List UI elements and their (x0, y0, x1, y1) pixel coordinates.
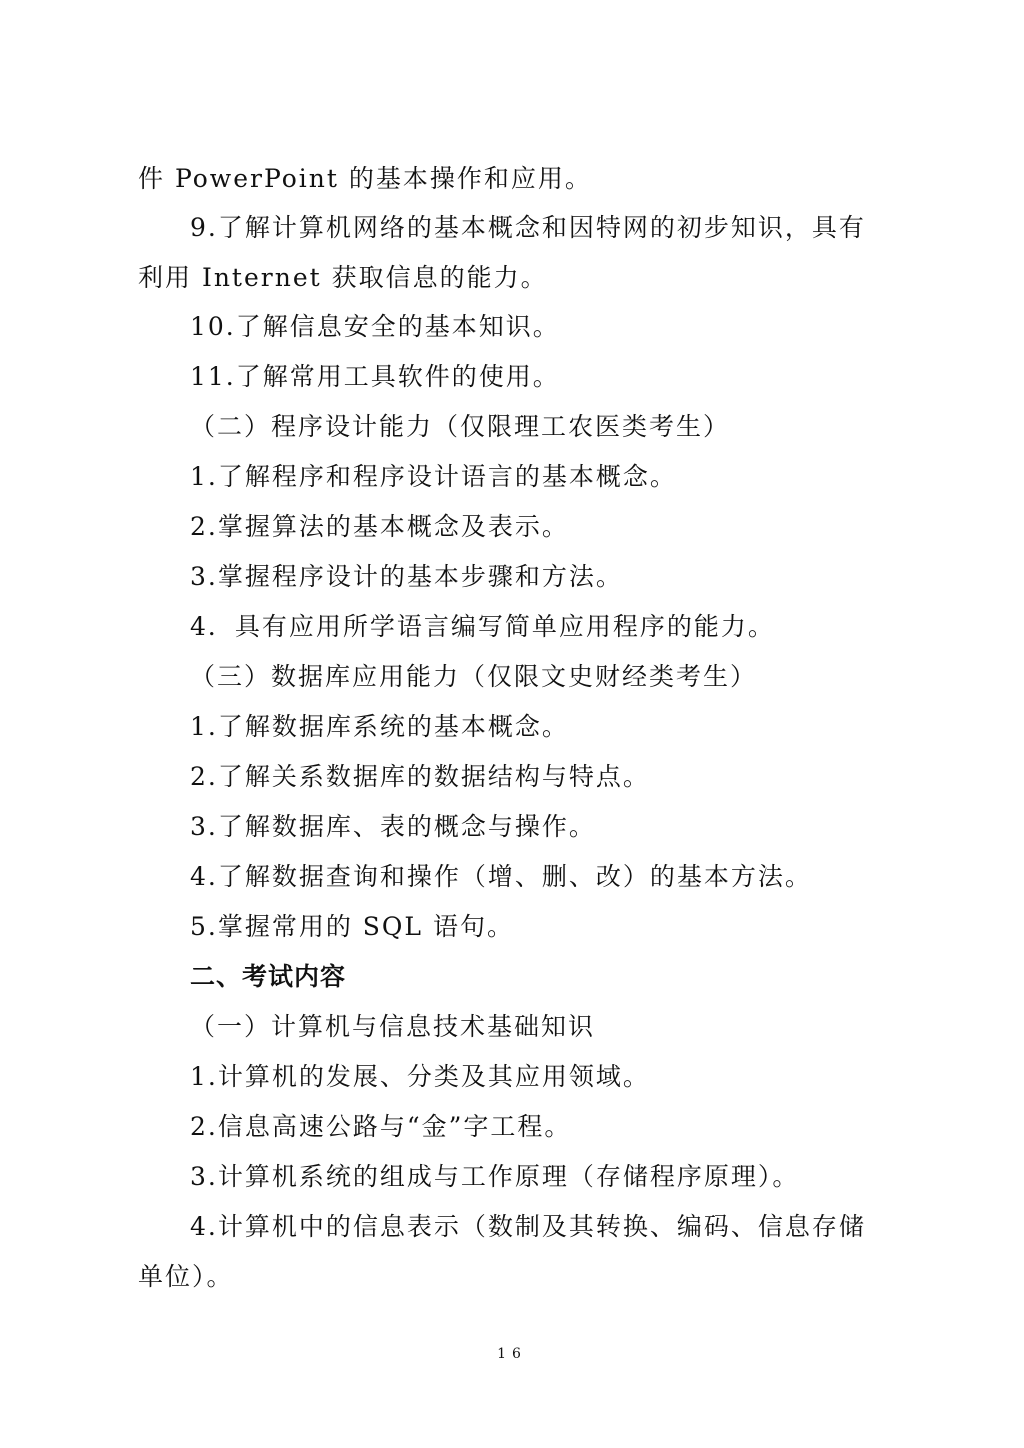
text-line-10: 4．具有应用所学语言编写简单应用程序的能力。 (190, 612, 775, 641)
text-line-23: 单位）。 (138, 1262, 234, 1291)
text-line-5: 11.了解常用工具软件的使用。 (190, 362, 560, 391)
section-heading-exam-content: 二、考试内容 (190, 962, 347, 991)
text-line-8: 2.掌握算法的基本概念及表示。 (190, 512, 569, 541)
subheading-basics: （一）计算机与信息技术基础知识 (190, 1012, 596, 1041)
subheading-programming: （二）程序设计能力（仅限理工农医类考生） (190, 412, 731, 441)
text-line-16: 5.掌握常用的 SQL 语句。 (190, 912, 514, 941)
text-line-1: 件 PowerPoint 的基本操作和应用。 (138, 164, 592, 193)
text-line-9: 3.掌握程序设计的基本步骤和方法。 (190, 562, 623, 591)
text-line-13: 2.了解关系数据库的数据结构与特点。 (190, 762, 650, 791)
text-line-14: 3.了解数据库、表的概念与操作。 (190, 812, 596, 841)
text-line-15: 4.了解数据查询和操作（增、删、改）的基本方法。 (190, 862, 812, 891)
text-line-4: 10.了解信息安全的基本知识。 (190, 312, 560, 341)
text-line-12: 1.了解数据库系统的基本概念。 (190, 712, 569, 741)
subheading-database: （三）数据库应用能力（仅限文史财经类考生） (190, 662, 758, 691)
text-line-2: 9.了解计算机网络的基本概念和因特网的初步知识，具有 (190, 213, 866, 242)
text-line-7: 1.了解程序和程序设计语言的基本概念。 (190, 462, 677, 491)
text-line-3: 利用 Internet 获取信息的能力。 (138, 263, 548, 292)
page-number: 16 (497, 1346, 527, 1362)
text-line-20: 2.信息高速公路与“金”字工程。 (190, 1112, 572, 1141)
text-line-22: 4.计算机中的信息表示（数制及其转换、编码、信息存储 (190, 1212, 866, 1241)
text-line-21: 3.计算机系统的组成与工作原理（存储程序原理）。 (190, 1162, 800, 1191)
text-line-19: 1.计算机的发展、分类及其应用领域。 (190, 1062, 650, 1091)
